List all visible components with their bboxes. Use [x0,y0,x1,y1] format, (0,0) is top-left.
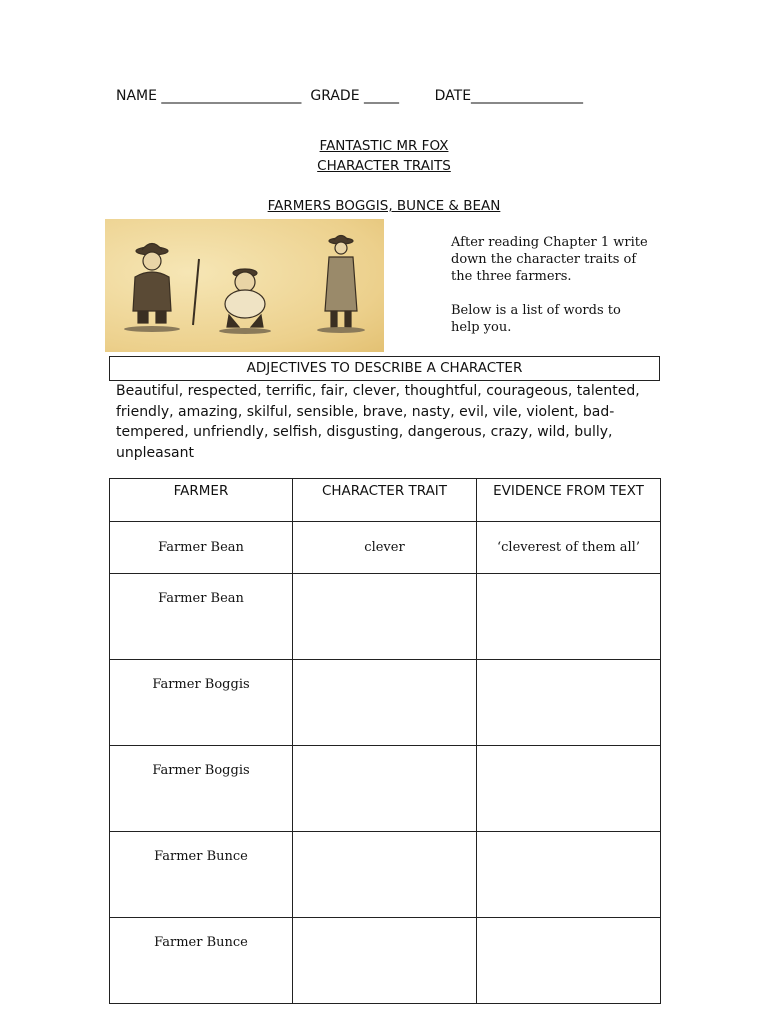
cell-farmer: Farmer Bean [110,522,293,574]
cell-farmer: Farmer Boggis [110,746,293,832]
cell-evidence[interactable] [477,832,661,918]
three-farmers-illustration [105,219,384,352]
section-title: FARMERS BOGGIS, BUNCE & BEAN [267,198,501,214]
cell-trait[interactable] [293,918,477,1004]
cell-trait[interactable] [293,746,477,832]
cell-trait[interactable] [293,832,477,918]
table-row [110,660,661,746]
name-field[interactable]: NAME ____________________ [116,88,302,104]
cell-trait[interactable] [293,660,477,746]
cell-farmer: Farmer Bunce [110,832,293,918]
student-info-line [116,88,583,104]
cell-evidence[interactable] [477,918,661,1004]
cell-evidence[interactable]: ‘cleverest of them all’ [477,522,661,574]
instructions [451,234,651,353]
table-header-row [110,479,661,522]
col-header-trait: CHARACTER TRAIT [293,479,477,522]
adjectives-list: Beautiful, respected, terrific, fair, clever, thoughtful, courageous, talented, friendly, amazing, skilful, sensible, brave, nasty, evil, vile, violent, bad-tempered, unfriendly, selfish, disgusting, dangerous, crazy, wild, bully, unpleasant [116,383,640,461]
cell-evidence[interactable] [477,746,661,832]
cell-trait[interactable]: clever [293,522,477,574]
table-row [110,746,661,832]
date-field[interactable]: DATE________________ [434,88,584,104]
cell-trait[interactable] [293,574,477,660]
instruction-word-list: Below is a list of words to help you. [451,303,621,335]
col-header-evidence: EVIDENCE FROM TEXT [477,479,661,522]
cell-farmer: Farmer Boggis [110,660,293,746]
table-row [110,918,661,1004]
cell-evidence[interactable] [477,660,661,746]
farmers-drawing [105,219,384,352]
grade-field[interactable]: GRADE _____ [310,88,400,104]
table-row [110,832,661,918]
cell-farmer: Farmer Bean [110,574,293,660]
col-header-farmer: FARMER [110,479,293,522]
adjectives-heading: ADJECTIVES TO DESCRIBE A CHARACTER [109,356,660,381]
instruction-reading: After reading Chapter 1 write down the character traits of the three farmers. [451,235,648,284]
table-row [110,522,661,574]
table-row [110,574,661,660]
subject-title: CHARACTER TRAITS [317,158,451,174]
cell-evidence[interactable] [477,574,661,660]
book-title: FANTASTIC MR FOX [319,138,449,154]
character-traits-table [109,478,661,1004]
cell-farmer: Farmer Bunce [110,918,293,1004]
